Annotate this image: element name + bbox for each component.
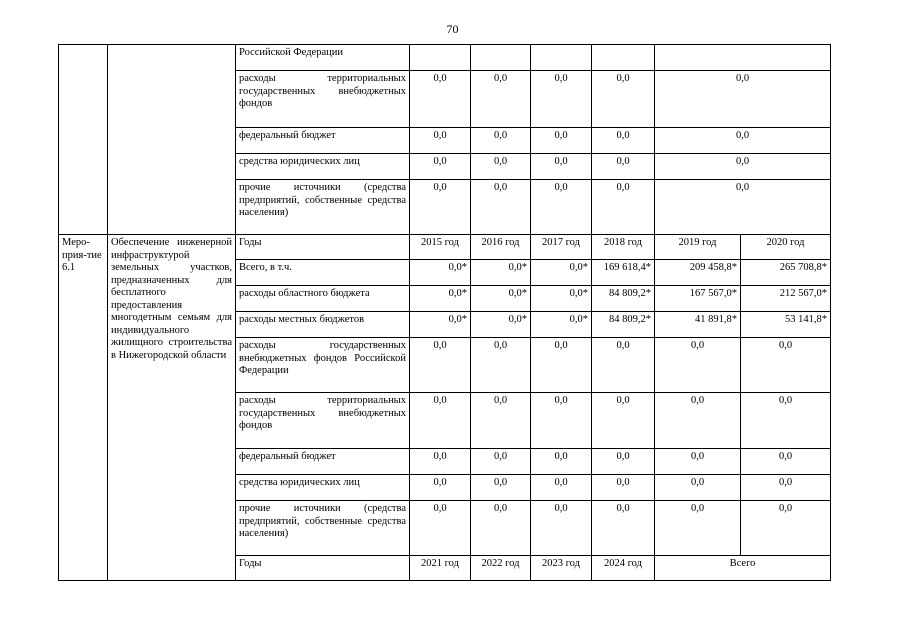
value-cell: 84 809,2* xyxy=(592,312,655,338)
value-cell: 0,0 xyxy=(592,501,655,556)
value-cell: 0,0 xyxy=(471,180,531,235)
value-cell: 0,0 xyxy=(410,128,471,154)
funding-table xyxy=(58,44,831,581)
value-cell: 0,0 xyxy=(531,475,592,501)
value-cell: 0,0 xyxy=(741,338,831,393)
value-cell: 0,0 xyxy=(471,128,531,154)
page-number: 70 xyxy=(446,22,459,36)
value-cell: 0,0 xyxy=(741,393,831,449)
value-cell: 0,0 xyxy=(655,393,741,449)
value-cell: 0,0 xyxy=(592,449,655,475)
source-label: расходы государственных внебюджетных фондов Российской Федерации xyxy=(236,338,410,393)
value-cell: 0,0 xyxy=(471,154,531,180)
value-cell: 0,0 xyxy=(531,393,592,449)
table-row xyxy=(59,45,831,71)
value-cell: 0,0 xyxy=(655,180,831,235)
year-header: 2019 год xyxy=(655,235,741,260)
source-label: федеральный бюджет xyxy=(236,128,410,154)
value-cell: 265 708,8* xyxy=(741,260,831,286)
value-cell: 0,0 xyxy=(592,71,655,128)
table-row xyxy=(59,235,831,260)
source-label: федеральный бюджет xyxy=(236,449,410,475)
measure-title: Обеспечение инженерной инфраструктурой земельных участков, предназначенных для бесплатного предоставления многодетным семьям для индивидуального жилищного строительства в Нижегородской области xyxy=(108,235,236,581)
value-cell: 0,0 xyxy=(410,154,471,180)
year-header: 2017 год xyxy=(531,235,592,260)
years-label: Годы xyxy=(236,235,410,260)
value-cell: 84 809,2* xyxy=(592,286,655,312)
value-cell: 0,0 xyxy=(531,71,592,128)
value-cell: 0,0 xyxy=(592,393,655,449)
value-cell: 0,0 xyxy=(531,501,592,556)
value-cell xyxy=(410,45,471,71)
value-cell: 0,0 xyxy=(531,128,592,154)
value-cell: 0,0 xyxy=(592,180,655,235)
value-cell: 0,0* xyxy=(531,286,592,312)
year-header: 2021 год xyxy=(410,556,471,581)
source-label: прочие источники (средства предприятий, собственные средства населения) xyxy=(236,501,410,556)
year-header: 2022 год xyxy=(471,556,531,581)
value-cell: 0,0 xyxy=(531,180,592,235)
years-label: Годы xyxy=(236,556,410,581)
code-cell-empty xyxy=(59,45,108,235)
title-cell-empty xyxy=(108,45,236,235)
value-cell: 0,0* xyxy=(531,312,592,338)
year-header: 2015 год xyxy=(410,235,471,260)
year-header: 2016 год xyxy=(471,235,531,260)
year-header: 2018 год xyxy=(592,235,655,260)
year-header: 2024 год xyxy=(592,556,655,581)
value-cell: 0,0 xyxy=(471,449,531,475)
value-cell xyxy=(655,45,831,71)
source-label: расходы территориальных государственных внебюджетных фондов xyxy=(236,71,410,128)
value-cell: 0,0 xyxy=(655,475,741,501)
value-cell: 0,0 xyxy=(592,154,655,180)
year-header: 2023 год xyxy=(531,556,592,581)
value-cell: 0,0 xyxy=(410,180,471,235)
value-cell: 0,0* xyxy=(471,260,531,286)
value-cell: 0,0 xyxy=(592,338,655,393)
value-cell: 0,0 xyxy=(655,501,741,556)
value-cell: 0,0 xyxy=(655,338,741,393)
source-label: расходы территориальных государственных внебюджетных фондов xyxy=(236,393,410,449)
value-cell: 0,0* xyxy=(410,286,471,312)
value-cell: 0,0 xyxy=(471,475,531,501)
value-cell xyxy=(531,45,592,71)
value-cell: 0,0 xyxy=(471,71,531,128)
value-cell: 0,0 xyxy=(410,393,471,449)
value-cell: 0,0 xyxy=(471,393,531,449)
value-cell: 0,0 xyxy=(655,449,741,475)
value-cell: 0,0 xyxy=(741,449,831,475)
value-cell: 0,0 xyxy=(410,71,471,128)
value-cell xyxy=(471,45,531,71)
value-cell: 0,0 xyxy=(410,449,471,475)
value-cell: 0,0 xyxy=(741,475,831,501)
value-cell: 41 891,8* xyxy=(655,312,741,338)
value-cell: 0,0 xyxy=(410,475,471,501)
value-cell: 0,0 xyxy=(655,154,831,180)
value-cell xyxy=(592,45,655,71)
year-header: 2020 год xyxy=(741,235,831,260)
value-cell: 0,0 xyxy=(531,449,592,475)
value-cell: 0,0 xyxy=(655,128,831,154)
measure-code: Меро-прия-тие 6.1 xyxy=(59,235,108,581)
source-label: Российской Федерации xyxy=(236,45,410,71)
source-label: средства юридических лиц xyxy=(236,154,410,180)
value-cell: 0,0 xyxy=(592,475,655,501)
source-label: прочие источники (средства предприятий, собственные средства населения) xyxy=(236,180,410,235)
value-cell: 0,0 xyxy=(410,501,471,556)
value-cell: 0,0 xyxy=(410,338,471,393)
value-cell: 0,0 xyxy=(471,501,531,556)
source-label: расходы местных бюджетов xyxy=(236,312,410,338)
value-cell: 0,0 xyxy=(655,71,831,128)
value-cell: 0,0 xyxy=(531,338,592,393)
value-cell: 212 567,0* xyxy=(741,286,831,312)
value-cell: 0,0* xyxy=(471,286,531,312)
source-label: средства юридических лиц xyxy=(236,475,410,501)
value-cell: 167 567,0* xyxy=(655,286,741,312)
value-cell: 209 458,8* xyxy=(655,260,741,286)
source-label: Всего, в т.ч. xyxy=(236,260,410,286)
value-cell: 0,0* xyxy=(410,312,471,338)
source-label: расходы областного бюджета xyxy=(236,286,410,312)
value-cell: 53 141,8* xyxy=(741,312,831,338)
value-cell: 0,0 xyxy=(471,338,531,393)
total-header: Всего xyxy=(655,556,831,581)
value-cell: 169 618,4* xyxy=(592,260,655,286)
value-cell: 0,0 xyxy=(741,501,831,556)
value-cell: 0,0* xyxy=(531,260,592,286)
value-cell: 0,0* xyxy=(471,312,531,338)
value-cell: 0,0* xyxy=(410,260,471,286)
value-cell: 0,0 xyxy=(531,154,592,180)
value-cell: 0,0 xyxy=(592,128,655,154)
